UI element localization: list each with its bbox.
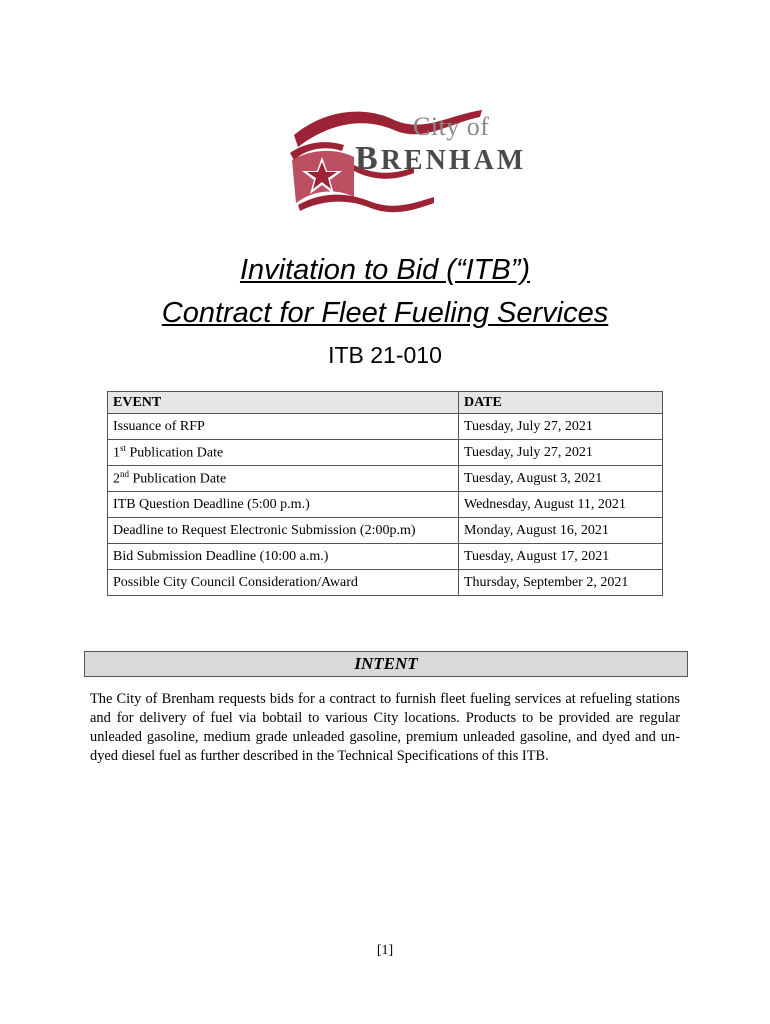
date-cell: Tuesday, August 17, 2021 [459, 544, 663, 570]
column-header-event: EVENT [108, 392, 459, 414]
intent-paragraph: The City of Brenham requests bids for a contract to furnish fleet fueling services at refueling stations and for delivery of fuel via bobtail to various City locations. Products to be provided are regular unleaded gasoline, medium grade unleaded gasoline, premium unleaded gasoline, and dyed and un-dyed diesel fuel as further described in the Technical Specifications of this ITB. [90, 691, 680, 764]
table-header-row [108, 392, 663, 414]
logo-brenham-text: BRENHAM [355, 140, 527, 177]
date-cell: Tuesday, July 27, 2021 [459, 414, 663, 440]
events-schedule-table [107, 391, 663, 596]
table-row [108, 466, 663, 492]
date-cell: Tuesday, August 3, 2021 [459, 466, 663, 492]
table-row [108, 492, 663, 518]
event-cell: 1st Publication Date [108, 440, 459, 466]
event-cell: Issuance of RFP [108, 414, 459, 440]
table-row [108, 570, 663, 596]
table-row [108, 518, 663, 544]
column-header-date: DATE [459, 392, 663, 414]
flag-ribbon-lower [298, 195, 434, 213]
table-row [108, 440, 663, 466]
intent-heading: INTENT [84, 651, 688, 677]
itb-number: ITB 21-010 [328, 342, 442, 368]
page-number: [1] [376, 943, 394, 958]
document-title-line1: Invitation to Bid (“ITB”) [239, 254, 531, 286]
event-cell: Bid Submission Deadline (10:00 a.m.) [108, 544, 459, 570]
event-cell: ITB Question Deadline (5:00 p.m.) [108, 492, 459, 518]
date-cell: Monday, August 16, 2021 [459, 518, 663, 544]
logo-city-text: City of [413, 112, 490, 141]
document-title-line2: Contract for Fleet Fueling Services [161, 297, 609, 329]
event-cell: Possible City Council Consideration/Award [108, 570, 459, 596]
table-row [108, 414, 663, 440]
table-row [108, 544, 663, 570]
date-cell: Thursday, September 2, 2021 [459, 570, 663, 596]
event-cell: 2nd Publication Date [108, 466, 459, 492]
event-cell: Deadline to Request Electronic Submission (2:00p.m) [108, 518, 459, 544]
date-cell: Wednesday, August 11, 2021 [459, 492, 663, 518]
date-cell: Tuesday, July 27, 2021 [459, 440, 663, 466]
